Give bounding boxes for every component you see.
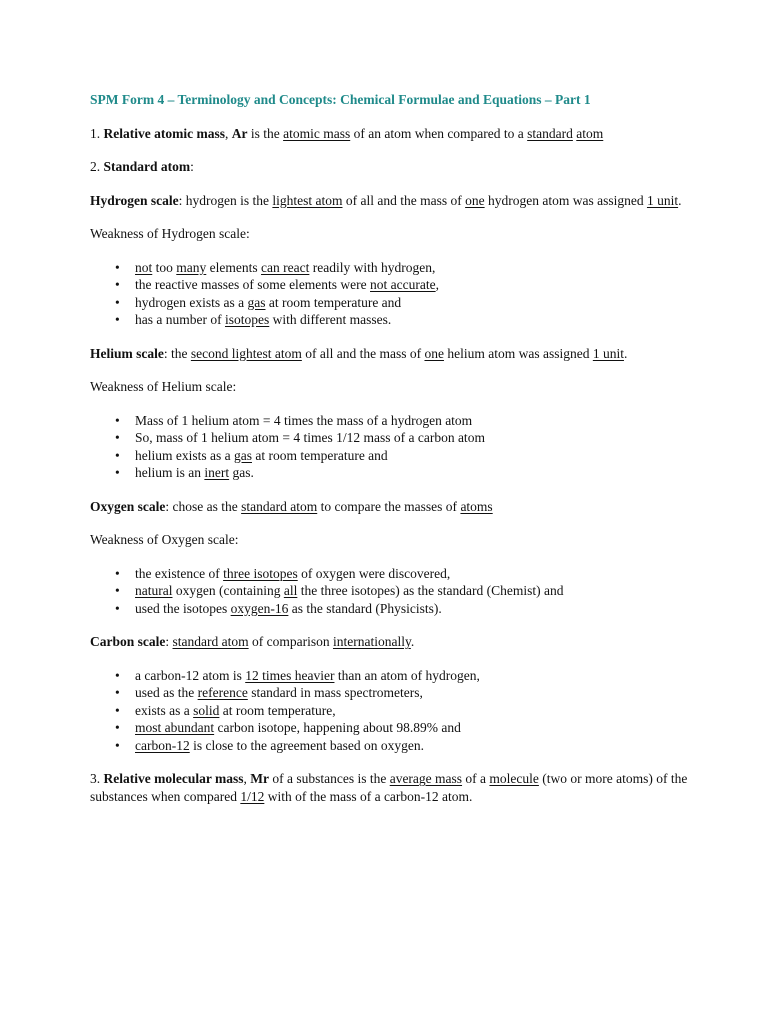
- list-item: • the reactive masses of some elements were not accurate,: [135, 276, 690, 294]
- list-item: • most abundant carbon isotope, happening about 98.89% and: [135, 719, 690, 737]
- hydrogen-weakness-heading: Weakness of Hydrogen scale:: [90, 226, 250, 241]
- carbon-scale-paragraph: Carbon scale: standard atom of comparison internationally.: [90, 634, 415, 649]
- symbol-ar: Ar: [231, 125, 248, 141]
- oxygen-scale-paragraph: Oxygen scale: chose as the standard atom to compare the masses of atoms: [90, 498, 493, 514]
- list-item: • used the isotopes oxygen-16 as the standard (Physicists).: [135, 600, 690, 618]
- list-item: • the existence of three isotopes of oxygen were discovered,: [135, 565, 690, 583]
- list-item: • used as the reference standard in mass spectrometers,: [135, 684, 690, 702]
- list-item: • a carbon-12 atom is 12 times heavier than an atom of hydrogen,: [135, 667, 690, 685]
- document-body: [90, 91, 690, 821]
- oxygen-weakness-heading: Weakness of Oxygen scale:: [90, 532, 239, 547]
- term-hydrogen-scale: Hydrogen scale: [90, 192, 179, 208]
- helium-scale-paragraph: Helium scale: the second lightest atom of all and the mass of one helium atom was assigned 1 unit.: [90, 345, 628, 361]
- hydrogen-scale-paragraph: Hydrogen scale: hydrogen is the lightest atom of all and the mass of one hydrogen atom was assigned 1 unit.: [90, 192, 682, 208]
- list-item: • exists as a solid at room temperature,: [135, 702, 690, 720]
- list-item: • So, mass of 1 helium atom = 4 times 1/12 mass of a carbon atom: [135, 429, 690, 447]
- list-item: • Mass of 1 helium atom = 4 times the mass of a hydrogen atom: [135, 412, 690, 430]
- symbol-mr: Mr: [250, 771, 269, 786]
- helium-weakness-heading: Weakness of Helium scale:: [90, 379, 237, 394]
- hydrogen-weakness-list: [90, 259, 690, 329]
- list-item: • not too many elements can react readily with hydrogen,: [135, 259, 690, 277]
- list-item: • carbon-12 is close to the agreement based on oxygen.: [135, 737, 690, 755]
- term-carbon-scale: Carbon scale: [90, 634, 166, 649]
- term-relative-molecular-mass: Relative molecular mass: [103, 771, 244, 786]
- heading-standard-atom: 2. Standard atom:: [90, 159, 194, 174]
- carbon-scale-list: [90, 667, 690, 755]
- list-item: • helium is an inert gas.: [135, 464, 690, 482]
- term-relative-atomic-mass: Relative atomic mass: [103, 125, 225, 141]
- term-helium-scale: Helium scale: [90, 345, 164, 361]
- list-item: • helium exists as a gas at room temperature and: [135, 447, 690, 465]
- list-item: • natural oxygen (containing all the three isotopes) as the standard (Chemist) and: [135, 582, 690, 600]
- oxygen-weakness-list: [90, 565, 690, 618]
- definition-relative-atomic-mass: 1. Relative atomic mass, Ar is the atomic mass of an atom when compared to a standard atom: [90, 125, 604, 141]
- definition-relative-molecular-mass: 3. Relative molecular mass, Mr of a substances is the average mass of a molecule (two or more atoms) of the substances when compared 1/12 with of the mass of a carbon-12 atom.: [90, 771, 688, 804]
- list-item: • has a number of isotopes with different masses.: [135, 311, 690, 329]
- term-oxygen-scale: Oxygen scale: [90, 498, 166, 514]
- helium-weakness-list: [90, 412, 690, 482]
- list-item: • hydrogen exists as a gas at room temperature and: [135, 294, 690, 312]
- document-title: SPM Form 4 – Terminology and Concepts: Chemical Formulae and Equations – Part 1: [90, 92, 591, 107]
